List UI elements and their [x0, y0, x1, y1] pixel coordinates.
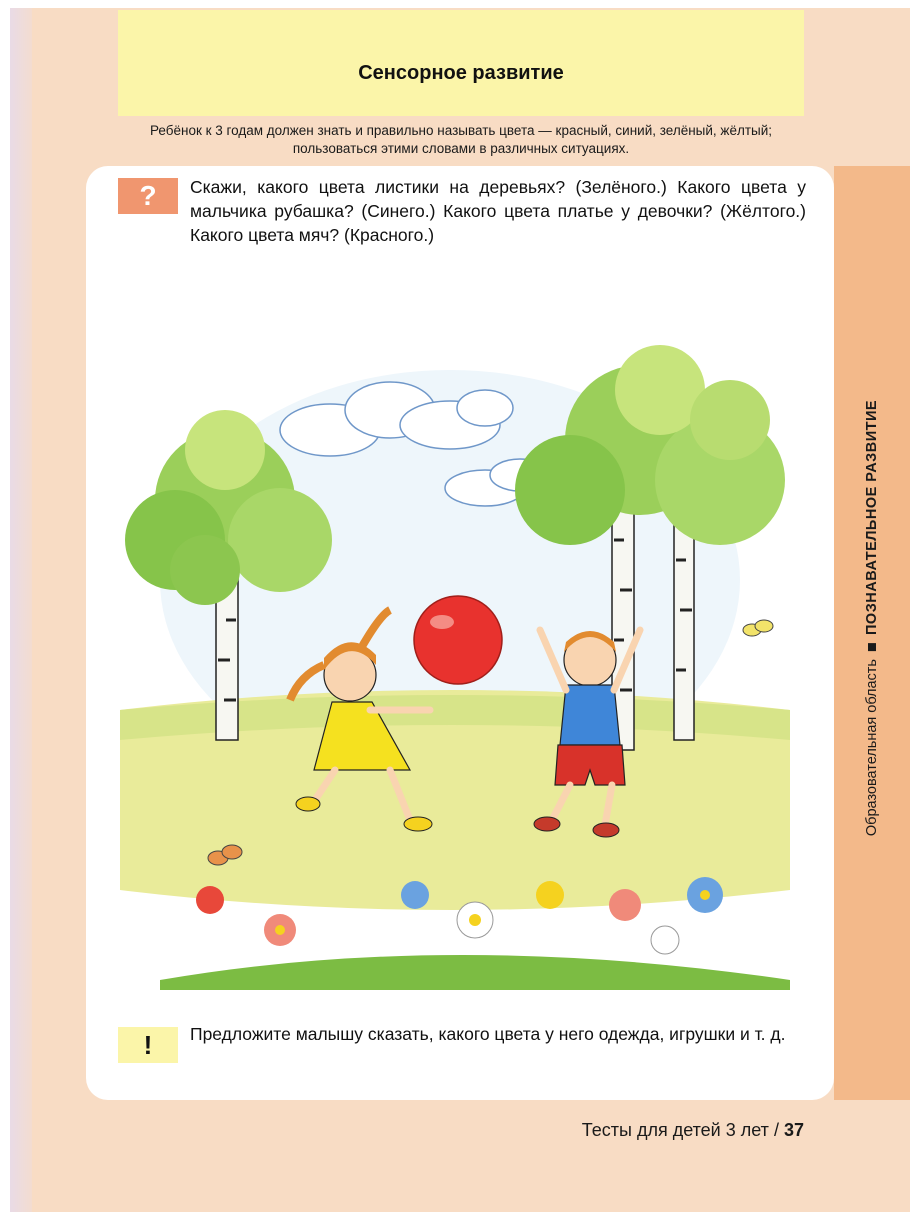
side-tab-area: Образовательная область: [864, 659, 880, 837]
tip-text: Предложите малышу сказать, какого цвета у него одежда, игрушки и т. д.: [190, 1024, 786, 1044]
page-number: 37: [783, 1120, 804, 1140]
page-title: Сенсорное развитие: [358, 62, 564, 84]
butterfly-right-icon: [743, 620, 773, 636]
side-tab-section: ПОЗНАВАТЕЛЬНОЕ РАЗВИТИЕ: [864, 399, 880, 635]
grass-foreground: [160, 955, 790, 990]
tip-badge: !: [118, 1027, 178, 1063]
children-playing-ball-illustration: [100, 330, 800, 990]
square-bullet-icon: [868, 643, 876, 651]
book-gutter: [10, 8, 32, 1212]
question-badge: ?: [118, 178, 178, 214]
side-tab-label: [864, 400, 880, 836]
intro-text: Ребёнок к 3 годам должен знать и правильно называть цвета — красный, синий, зелёный, жёлтый; пользоваться этими словами в различных ситуациях.: [149, 123, 773, 156]
book-title: Тесты для детей 3 лет: [581, 1120, 769, 1140]
footer-separator: /: [773, 1120, 779, 1140]
question-text: Скажи, какого цвета листики на деревьях? (Зелёного.) Какого цвета у мальчика рубашка? (Синего.) Какого цвета платье у девочки? (Жёлтого.) Какого цвета мяч? (Красного.): [190, 177, 806, 245]
red-ball: [414, 596, 502, 684]
page-footer: [582, 1120, 804, 1141]
